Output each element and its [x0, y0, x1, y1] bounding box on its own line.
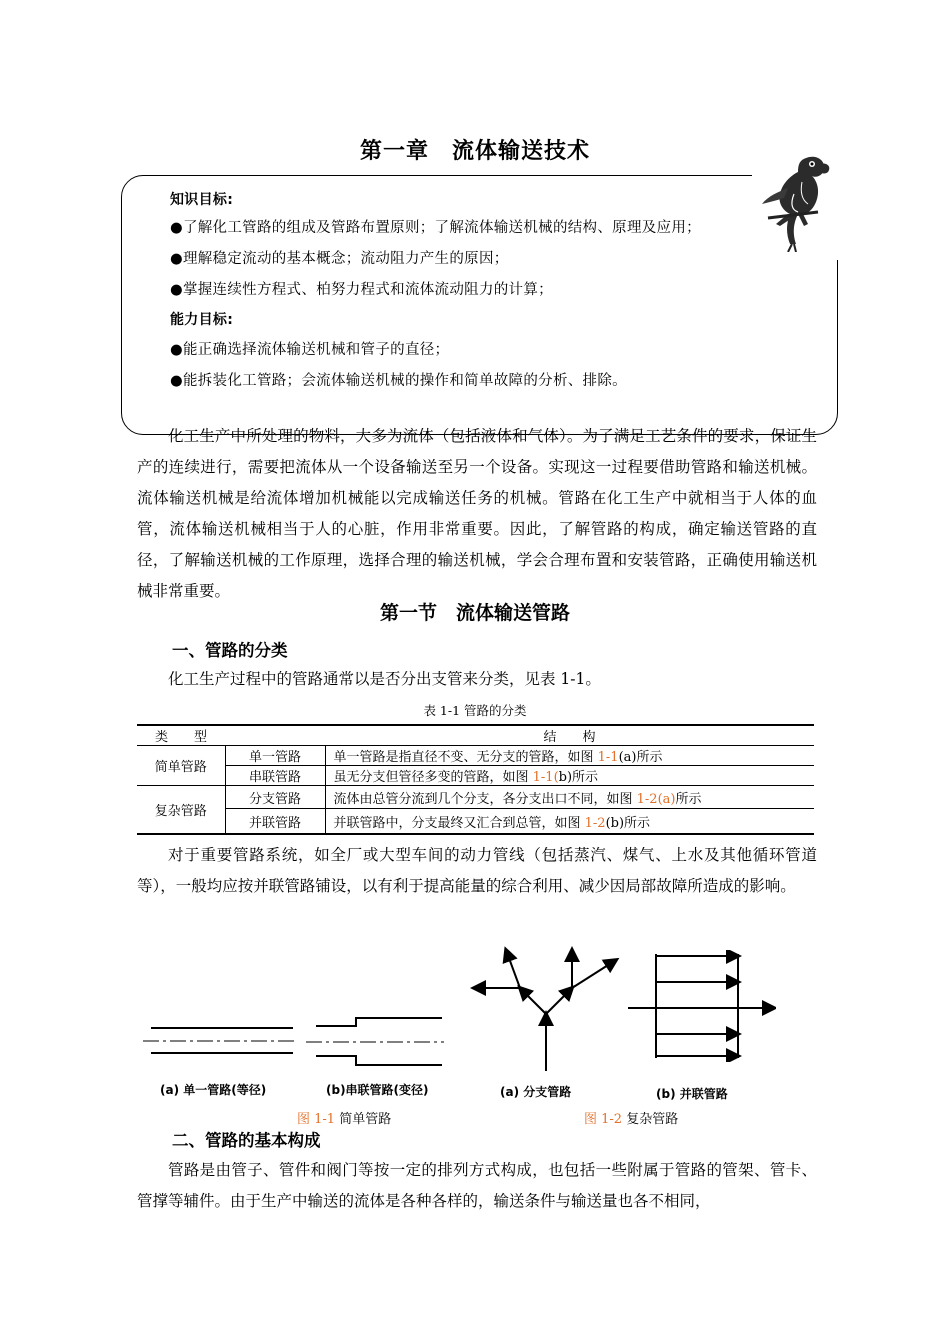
subsection-title-classification: 一、管路的分类 — [172, 641, 288, 660]
parallel-pipe-diagram — [626, 950, 776, 1062]
pipe-type: 并联管路 — [225, 809, 325, 835]
figure-reference: 1-1 — [597, 750, 619, 765]
ability-item: ●能拆装化工管路；会流体输送机械的操作和简单故障的分析、排除。 — [170, 373, 627, 389]
knowledge-item: ●理解稳定流动的基本概念；流动阻力产生的原因； — [170, 251, 509, 267]
section-title: 第一节 流体输送管路 — [379, 602, 570, 624]
figure-label: (a) 分支管路 — [500, 1085, 572, 1099]
figure-1-2-caption: 图 1-2 复杂管路 — [584, 1112, 679, 1127]
pipe-type: 分支管路 — [225, 786, 325, 809]
single-pipe-diagram — [143, 1020, 295, 1060]
classification-table — [137, 724, 814, 835]
table-row — [137, 766, 814, 786]
intro-paragraph: 化工生产中所处理的物料，大多为流体（包括液体和气体）。为了满足工艺条件的要求，保证生产的连续进行，需要把流体从一个设备输送至另一个设备。实现这一过程要借助管路和输送机械。流体输送机械是给流体增加机械能以完成输送任务的机械。管路在化工生产中就相当于人体的血管，流体输送机械相当于人的心脏，作用非常重要。因此，了解管路的构成，确定输送管路的直径，了解输送机械的工作原理，选择合理的输送机械，学会合理布置和安装管路，正确使用输送机械非常重要。 — [137, 427, 817, 600]
knowledge-objectives-heading: 知识目标: — [170, 192, 234, 208]
figure-label: (b) 并联管路 — [656, 1087, 728, 1101]
subsection-title-composition: 二、管路的基本构成 — [172, 1131, 321, 1150]
pipe-structure: 单一管路是指直径不变、无分支的管路，如图 1-1(a)所示 — [325, 746, 814, 766]
knowledge-item: ●掌握连续性方程式、柏努力程式和流体流动阻力的计算； — [170, 282, 553, 298]
parrot-icon — [758, 152, 840, 252]
pipe-structure: 并联管路中，分支最终又汇合到总管，如图 1-2(b)所示 — [325, 809, 814, 835]
figure-1-1-caption: 图 1-1 简单管路 — [297, 1112, 392, 1127]
table-row — [137, 746, 814, 766]
pipe-structure: 虽无分支但管径多变的管路，如图 1-1(b)所示 — [325, 766, 814, 786]
objectives-box — [121, 175, 838, 435]
chapter-title: 第一章 流体输送技术 — [359, 139, 590, 164]
branch-pipe-diagram — [470, 946, 620, 1076]
ability-item: ●能正确选择流体输送机械和管子的直径； — [170, 342, 450, 358]
figure-reference: 1-2 — [584, 815, 606, 831]
pipe-type: 串联管路 — [225, 766, 325, 786]
composition-paragraph: 管路是由管子、管件和阀门等按一定的排列方式构成，也包括一些附属于管路的管架、管卡、管撑等辅件。由于生产中输送的流体是各种各样的，输送条件与输送量也各不相同， — [137, 1161, 817, 1210]
figure-label: (b)串联管路(变径) — [326, 1083, 429, 1097]
knowledge-item: ●了解化工管路的组成及管路布置原则；了解流体输送机械的结构、原理及应用； — [170, 220, 701, 236]
group-name: 简单管路 — [137, 746, 225, 786]
table-caption: 表 1-1 管路的分类 — [423, 703, 527, 718]
header-structure: 结 构 — [325, 725, 814, 746]
pipe-structure: 流体由总管分流到几个分支，各分支出口不同，如图 1-2(a)所示 — [325, 786, 814, 809]
ability-objectives-heading: 能力目标: — [170, 312, 234, 328]
pipe-type: 单一管路 — [225, 746, 325, 766]
figure-label: (a) 单一管路(等径) — [160, 1083, 267, 1097]
table-row — [137, 786, 814, 809]
parallel-pipe-paragraph: 对于重要管路系统，如全厂或大型车间的动力管线（包括蒸汽、煤气、上水及其他循环管道等），一般均应按并联管路铺设，以有利于提高能量的综合利用、减少因局部故障所造成的影响。 — [137, 846, 817, 895]
figure-reference: 1-2(a) — [636, 791, 676, 807]
series-pipe-diagram — [306, 1010, 444, 1070]
classification-intro: 化工生产过程中的管路通常以是否分出支管来分类，见表 1-1。 — [168, 670, 601, 688]
table-header-row — [137, 725, 814, 746]
group-name: 复杂管路 — [137, 786, 225, 835]
table-row — [137, 809, 814, 835]
figure-reference: 1-1( — [532, 770, 559, 785]
header-type: 类 型 — [137, 725, 225, 746]
